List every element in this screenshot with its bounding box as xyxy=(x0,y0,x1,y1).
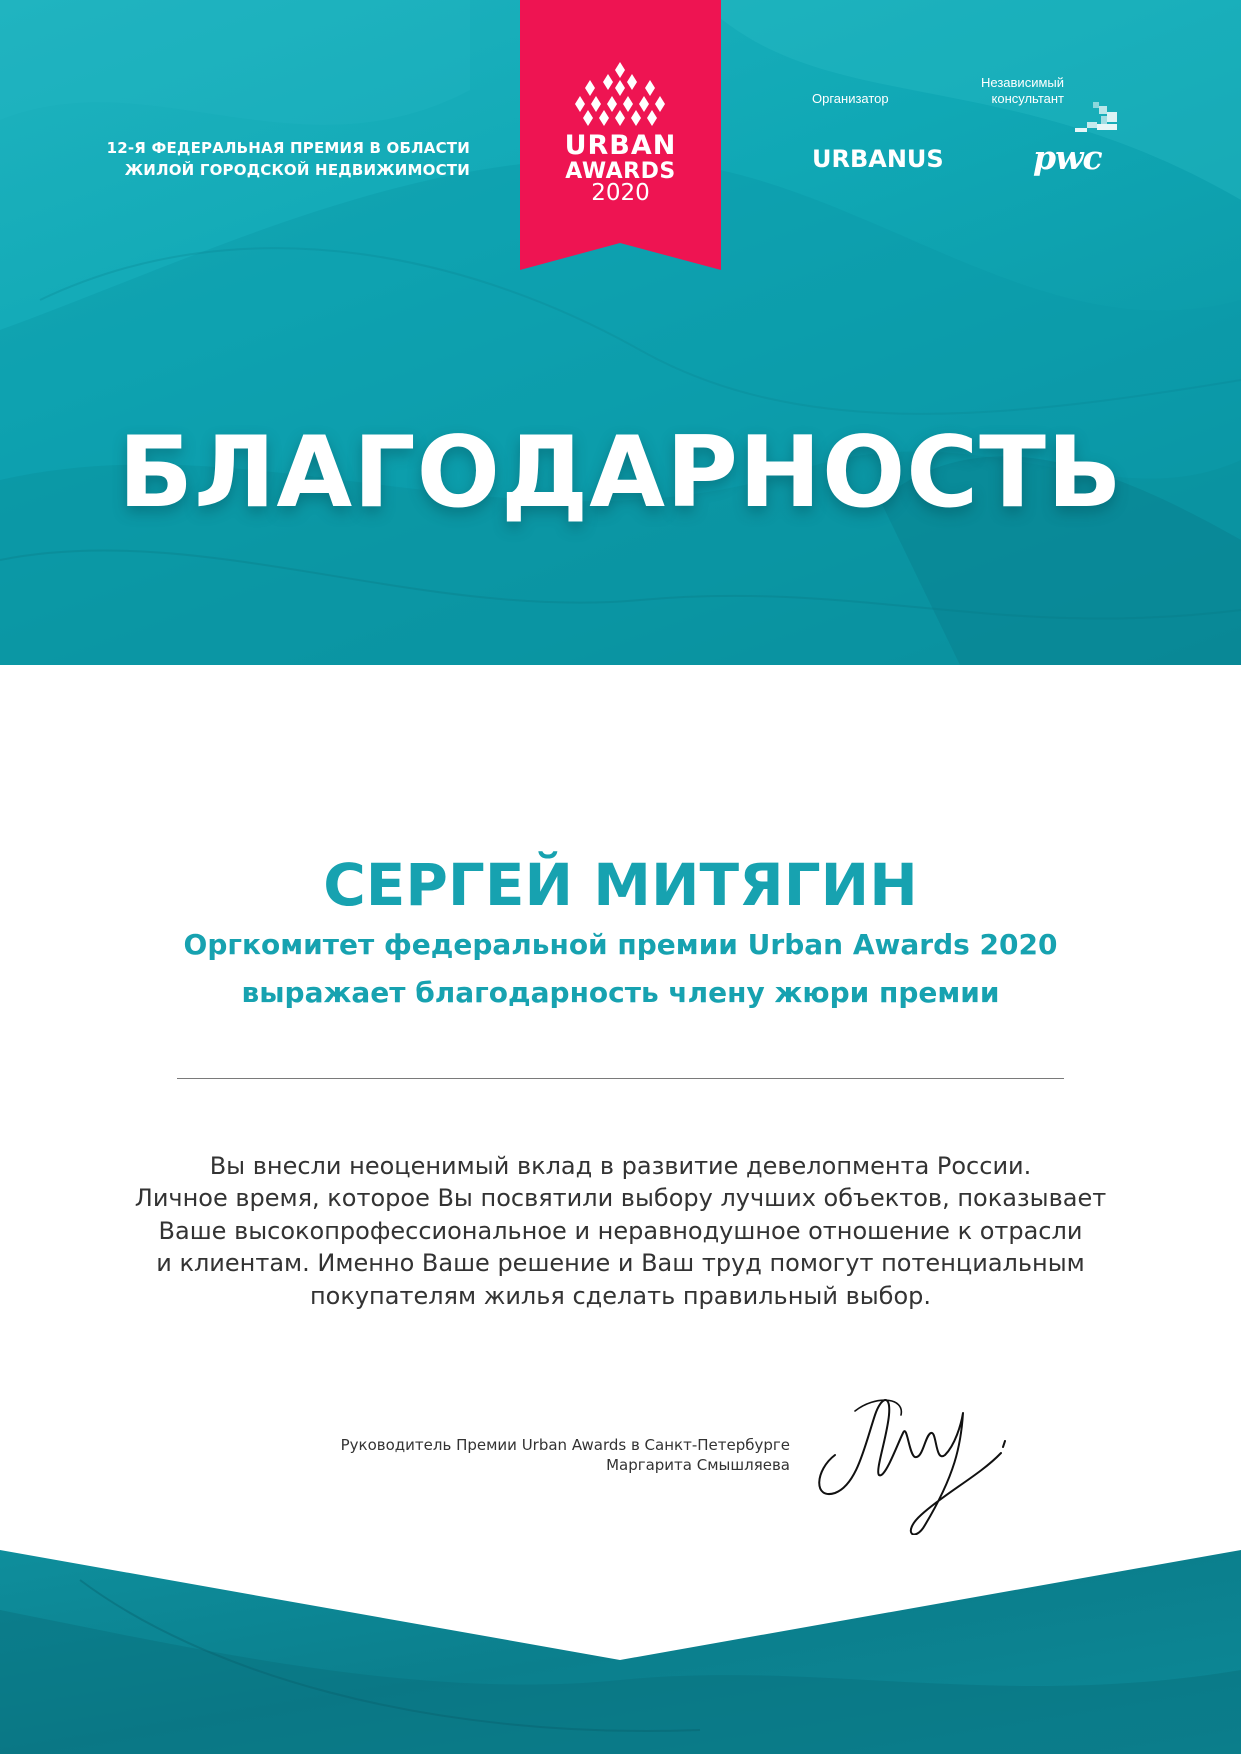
divider xyxy=(177,1078,1064,1079)
handwritten-signature xyxy=(805,1375,1015,1535)
body-text-line-5: покупателям жилья сделать правильный выбор. xyxy=(309,1282,932,1310)
organizer-label: Организатор xyxy=(812,91,889,106)
award-description-line-2: ЖИЛОЙ ГОРОДСКОЙ НЕДВИЖИМОСТИ xyxy=(124,161,470,179)
organizer-logo: URBANUS xyxy=(812,145,944,173)
logo-year: 2020 xyxy=(591,180,650,206)
consultant-label-line-2: консультант xyxy=(991,91,1064,106)
consultant-logo: pwc xyxy=(1033,138,1102,177)
footer-band xyxy=(0,1550,1241,1754)
body-text-line-4: и клиентам. Именно Ваше решение и Ваш труд помогут потенциальным xyxy=(156,1249,1085,1277)
body-text-line-3: Ваше высокопрофессиональное и неравнодушное отношение к отрасли xyxy=(158,1217,1083,1245)
certificate-title: БЛАГОДАРНОСТЬ xyxy=(118,416,1123,530)
body-text-line-1: Вы внесли неоценимый вклад в развитие девелопмента России. xyxy=(209,1152,1032,1180)
recipient-subtitle-line-1: Оргкомитет федеральной премии Urban Awards 2020 xyxy=(183,928,1058,961)
logo-word-awards: AWARDS xyxy=(565,159,676,184)
recipient-name: СЕРГЕЙ МИТЯГИН xyxy=(323,851,918,919)
body-text-line-2: Личное время, которое Вы посвятили выбору лучших объектов, показывает xyxy=(134,1184,1107,1212)
signatory-position: Руководитель Премии Urban Awards в Санкт-Петербурге xyxy=(340,1436,790,1454)
pwc-mosaic-icon xyxy=(1075,98,1125,138)
header-band xyxy=(0,0,1241,665)
consultant-label-line-1: Независимый xyxy=(981,75,1064,90)
signatory-name: Маргарита Смышляева xyxy=(606,1456,790,1474)
recipient-subtitle-line-2: выражает благодарность члену жюри премии xyxy=(241,976,1000,1009)
award-description-line-1: 12-Я ФЕДЕРАЛЬНАЯ ПРЕМИЯ В ОБЛАСТИ xyxy=(106,139,470,157)
logo-word-urban: URBAN xyxy=(564,130,677,161)
